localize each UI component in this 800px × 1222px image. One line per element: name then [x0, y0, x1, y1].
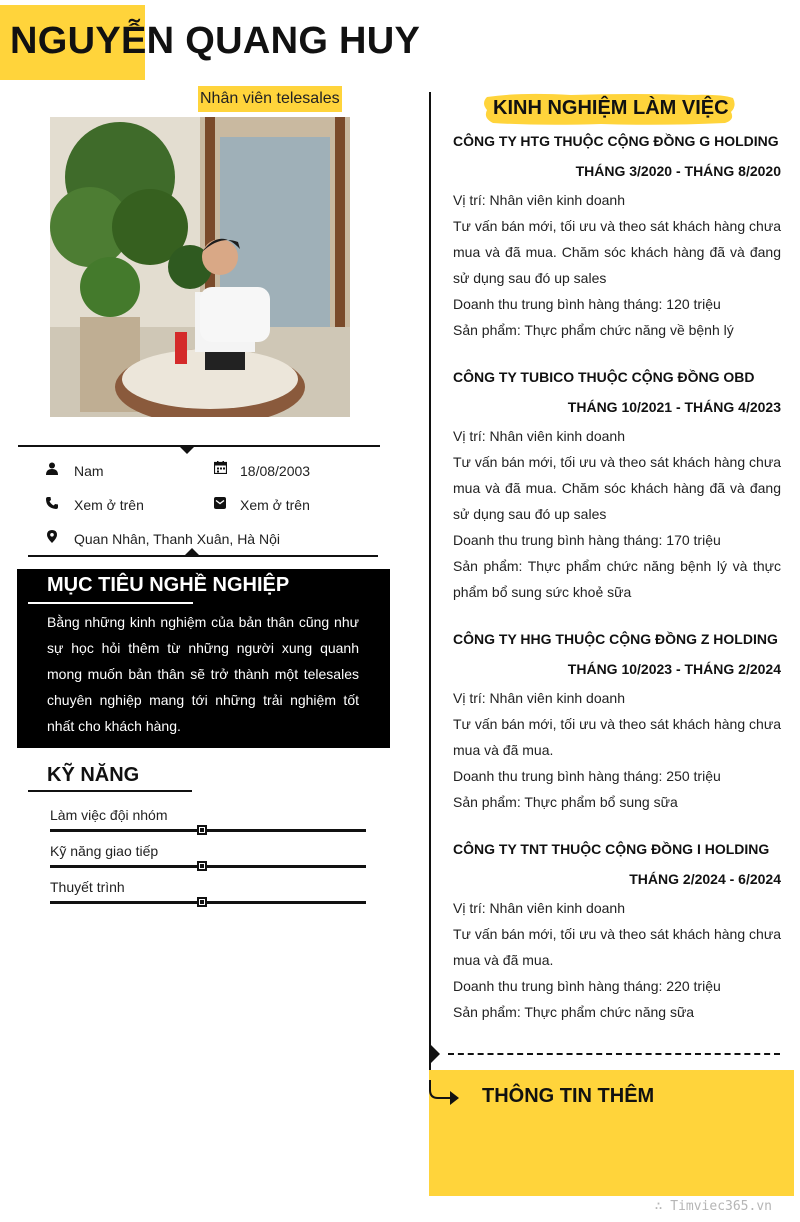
skill-name: Thuyết trình	[50, 879, 125, 895]
job-company: CÔNG TY HHG THUỘC CỘNG ĐỒNG Z HOLDING	[453, 631, 778, 647]
job-period: THÁNG 2/2024 - 6/2024	[629, 871, 781, 887]
profile-photo	[50, 117, 350, 417]
job-period: THÁNG 10/2021 - THÁNG 4/2023	[567, 399, 781, 415]
job-detail: Sản phẩm: Thực phẩm bổ sung sữa	[453, 794, 678, 810]
gender-value: Nam	[74, 463, 104, 479]
info-top-marker	[179, 446, 195, 454]
skills-underline	[28, 790, 192, 792]
user-icon	[46, 462, 60, 476]
phone-value: Xem ở trên	[74, 497, 144, 513]
job-detail: Doanh thu trung bình hàng tháng: 170 triệu	[453, 532, 721, 548]
birthday-value: 18/08/2003	[240, 463, 311, 479]
job-detail: Tư vấn bán mới, tối ưu và theo sát khách hàng chưa mua và đã mua.	[453, 716, 781, 758]
map-marker-icon	[47, 530, 61, 544]
job-company: CÔNG TY TUBICO THUỘC CỘNG ĐỒNG OBD	[453, 369, 755, 385]
experience-title: KINH NGHIỆM LÀM VIỆC	[493, 97, 729, 119]
job-detail: Tư vấn bán mới, tối ưu và theo sát khách hàng chưa mua và đã mua.	[453, 926, 781, 968]
job-title: Nhân viên telesales	[198, 86, 342, 112]
email-value: Xem ở trên	[240, 497, 310, 513]
portrait-photo-icon	[50, 117, 350, 417]
skills-title: KỸ NĂNG	[47, 764, 140, 786]
job-period: THÁNG 10/2023 - THÁNG 2/2024	[567, 661, 781, 677]
job-detail: Sản phẩm: Thực phẩm chức năng sữa	[453, 1004, 695, 1020]
job-detail: Tư vấn bán mới, tối ưu và theo sát khách hàng chưa mua và đã mua. Chăm sóc khách hàng đã và đang sử dụng sau đó up sales	[453, 218, 781, 286]
job-detail: Vị trí: Nhân viên kinh doanh	[453, 900, 625, 916]
job-company: CÔNG TY HTG THUỘC CỘNG ĐỒNG G HOLDING	[453, 133, 779, 149]
job-detail: Tư vấn bán mới, tối ưu và theo sát khách hàng chưa mua và đã mua. Chăm sóc khách hàng đã và đang sử dụng sau đó up sales	[453, 454, 781, 522]
envelope-icon	[214, 496, 228, 510]
job-detail: Vị trí: Nhân viên kinh doanh	[453, 690, 625, 706]
job-detail: Sản phẩm: Thực phẩm chức năng về bệnh lý	[453, 322, 734, 338]
job-detail: Doanh thu trung bình hàng tháng: 120 triệu	[453, 296, 721, 312]
objective-text: Bằng những kinh nghiệm của bản thân cũng như sự học hỏi thêm từ những người xung quanh mong muốn bản thân sẽ trở thành một telesales chuyên nghiệp mang tới những trải nghiệm tốt nhất cho khách hàng.	[47, 614, 359, 734]
job-detail: Sản phẩm: Thực phẩm chức năng bệnh lý và thực phẩm bổ sung sức khoẻ sữa	[453, 558, 781, 600]
section-dashed-divider	[448, 1053, 780, 1055]
watermark: ∴ Timviec365.vn	[654, 1199, 772, 1214]
job-detail: Vị trí: Nhân viên kinh doanh	[453, 428, 625, 444]
skill-bar	[50, 901, 366, 904]
skill-bar	[50, 829, 366, 832]
timeline-end-marker	[431, 1045, 440, 1063]
job-company: CÔNG TY TNT THUỘC CỘNG ĐỒNG I HOLDING	[453, 841, 770, 857]
calendar-icon	[214, 461, 228, 475]
candidate-name: NGUYỄN QUANG HUY	[10, 20, 421, 62]
arrow-right-icon	[428, 1080, 462, 1116]
job-detail: Doanh thu trung bình hàng tháng: 220 triệu	[453, 978, 721, 994]
skill-name: Làm việc đội nhóm	[50, 807, 168, 823]
info-top-divider	[18, 445, 380, 447]
skill-bar	[50, 865, 366, 868]
skill-name: Kỹ năng giao tiếp	[50, 843, 159, 859]
phone-icon	[46, 496, 60, 510]
job-detail: Doanh thu trung bình hàng tháng: 250 triệu	[453, 768, 721, 784]
skill-level-knob	[197, 897, 207, 907]
address-value: Quan Nhân, Thanh Xuân, Hà Nội	[74, 531, 280, 547]
job-detail: Vị trí: Nhân viên kinh doanh	[453, 192, 625, 208]
info-bottom-divider	[28, 555, 378, 557]
objective-underline	[28, 602, 193, 604]
timeline-line	[429, 92, 431, 1096]
skill-level-knob	[197, 861, 207, 871]
objective-title: MỤC TIÊU NGHỀ NGHIỆP	[47, 574, 290, 596]
skill-level-knob	[197, 825, 207, 835]
job-period: THÁNG 3/2020 - THÁNG 8/2020	[575, 163, 781, 179]
additional-info-title: THÔNG TIN THÊM	[482, 1085, 655, 1107]
